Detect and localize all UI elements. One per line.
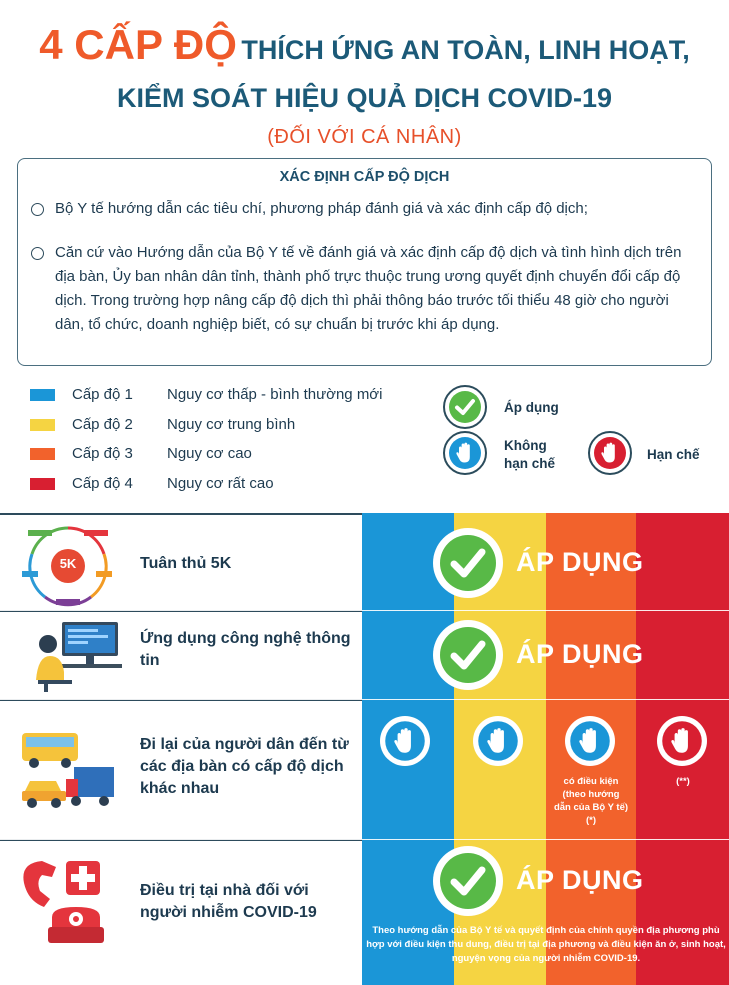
check-icon: [433, 620, 503, 690]
row-divider: [0, 699, 729, 700]
home-treatment-footnote: Theo hướng dẫn của Bộ Y tế và quyết định của chính quyền địa phương phù hợp với điều kiện thu dung, điều trị tại địa phương và điều kiện ăn ở, sinh hoạt, nguyện vọng của người nhiễm COVID-19.: [366, 925, 726, 964]
check-icon: [433, 528, 503, 598]
level-4-condition-note: (**): [676, 776, 690, 787]
info-paragraph-2: [31, 241, 695, 337]
measures-table: [0, 513, 729, 985]
title-line-1: [0, 22, 729, 78]
apply-label: Áp dụng: [504, 400, 559, 415]
legend-level: Cấp độ 2: [72, 416, 133, 433]
level-4-swatch: [30, 478, 55, 490]
status-apply: ÁP DỤNG: [516, 865, 644, 895]
blue-hand-icon: [380, 716, 430, 766]
row-label-home-treatment: Điều trị tại nhà đối với người nhiễm COVID-19: [140, 882, 317, 921]
vehicles-icon: [16, 727, 122, 818]
5k-icon-text: 5K: [59, 556, 77, 571]
info-paragraph-1-text: Bộ Y tế hướng dẫn các tiêu chí, phương pháp đánh giá và xác định cấp độ dịch;: [55, 200, 588, 217]
subtitle: (ĐỐI VỚI CÁ NHÂN): [267, 126, 462, 148]
row-label-travel: Đi lại của người dân đến từ các địa bàn có cấp độ dịch khác nhau: [140, 736, 349, 797]
computer-user-icon: [34, 620, 124, 697]
unrestricted-label-1: Không: [504, 438, 547, 453]
row-divider: [0, 513, 362, 515]
legend-row-level-2: [30, 413, 430, 437]
level-3-condition-note: có điều kiện (theo hướng dẫn của Bộ Y tế) (*): [553, 776, 629, 826]
icon-legend: [443, 385, 729, 485]
status-apply: ÁP DỤNG: [516, 547, 644, 577]
title-big: 4 CẤP ĐỘ: [39, 21, 237, 68]
info-box: [17, 158, 712, 366]
row-label-it: Ứng dụng công nghệ thông tin: [140, 630, 351, 669]
blue-hand-icon: [565, 716, 615, 766]
5k-icon: [18, 523, 118, 614]
unrestricted-label-2: hạn chế: [504, 456, 556, 471]
level-1-swatch: [30, 389, 55, 401]
level-3-swatch: [30, 448, 55, 460]
status-apply: ÁP DỤNG: [516, 639, 644, 669]
legend-level: Cấp độ 3: [72, 445, 133, 462]
info-paragraph-2-text: Căn cứ vào Hướng dẫn của Bộ Y tế về đánh giá và xác định cấp độ dịch và tình hình dịch trên địa bàn, Ủy ban nhân dân tỉnh, thành phố trực thuộc trung ương quyết định chuyển đổi cấp độ dịch. Trong trường hợp nâng cấp độ dịch thì phải thông báo trước tối thiểu 48 giờ cho người dân, tổ chức, doanh nghiệp biết, có sự chuẩn bị trước khi áp dụng.: [55, 244, 682, 333]
legend-row-level-4: [30, 472, 430, 496]
legend-level: Cấp độ 4: [72, 475, 133, 492]
bullet-circle-icon: [31, 203, 44, 216]
bullet-circle-icon: [31, 247, 44, 260]
title-block: [0, 22, 729, 149]
legend-risk: Nguy cơ thấp - bình thường mới: [167, 386, 383, 403]
check-icon: [443, 385, 487, 429]
check-icon: [433, 846, 503, 916]
title-line-1-rest: THÍCH ỨNG AN TOÀN, LINH HOẠT,: [241, 35, 690, 65]
title-line-2: KIỂM SOÁT HIỆU QUẢ DỊCH COVID-19: [116, 83, 613, 113]
legend-row-level-3: [30, 442, 430, 466]
row-label-5k: Tuân thủ 5K: [140, 555, 232, 572]
restricted-label: Hạn chế: [647, 447, 700, 462]
legend-risk: Nguy cơ trung bình: [167, 416, 296, 433]
legend-row-level-1: [30, 383, 430, 407]
phone-medical-icon: [18, 857, 118, 954]
legend-risk: Nguy cơ rất cao: [167, 475, 274, 492]
legend-risk: Nguy cơ cao: [167, 445, 252, 462]
legend-level: Cấp độ 1: [72, 386, 133, 403]
info-paragraph-1: [31, 197, 695, 221]
blue-hand-icon: [473, 716, 523, 766]
info-heading: XÁC ĐỊNH CẤP ĐỘ DỊCH: [279, 169, 450, 185]
level-2-swatch: [30, 419, 55, 431]
blue-hand-icon: [443, 431, 487, 475]
red-hand-icon: [588, 431, 632, 475]
row-divider: [0, 839, 729, 840]
red-hand-icon: [657, 716, 707, 766]
